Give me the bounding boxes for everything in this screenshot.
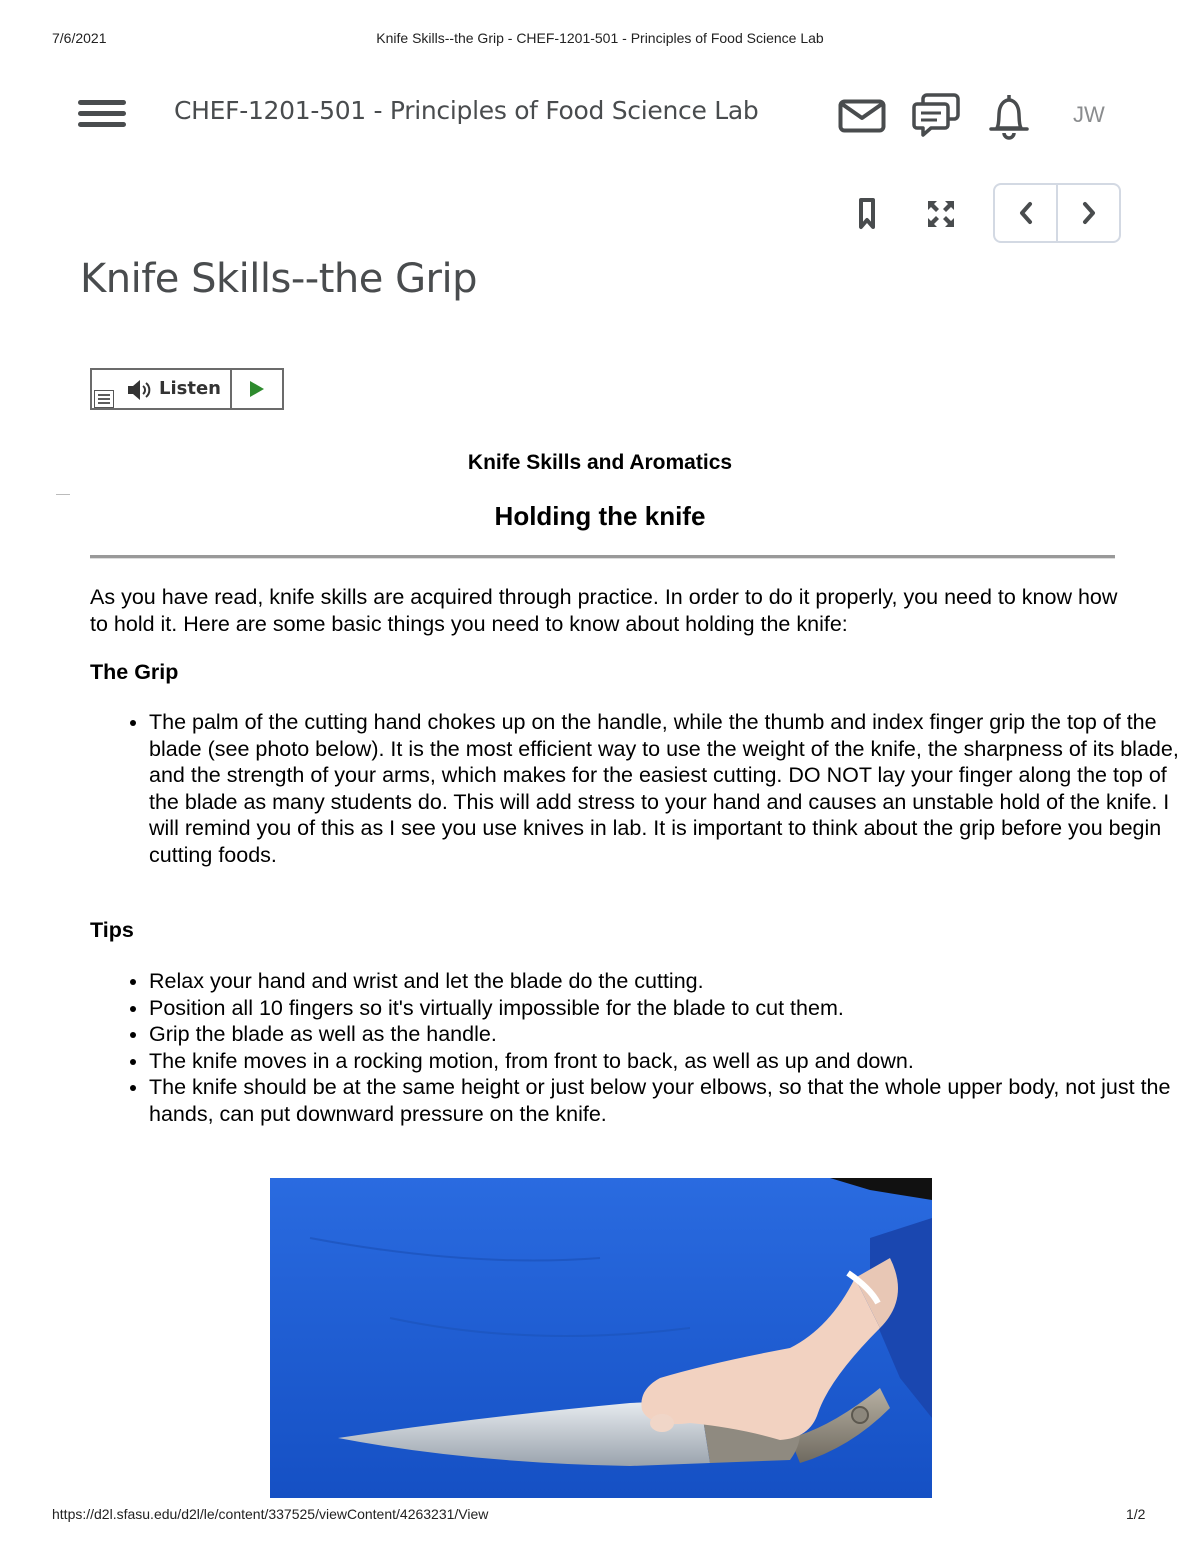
listen-widget xyxy=(90,368,284,410)
knife-grip-photo xyxy=(270,1178,932,1498)
grip-heading: The Grip xyxy=(90,660,179,684)
list-item: • Grip the blade as well as the handle. xyxy=(149,1021,1179,1048)
list-item: • The palm of the cutting hand chokes up on the handle, while the thumb and index finger grip the top of the blade (see photo below). It is the most efficient way to use the weight of the knife, the sharpness of its blade, and the strength of your arms, which makes for the easiest cutting. DO NOT lay your finger along the top of the blade as many students do. This will add stress to your hand and causes an unstable hold of the knife. I will remind you of this as I see you use knives in lab. It is important to think about the grip before you begin cutting foods. xyxy=(149,709,1179,868)
next-topic-button[interactable] xyxy=(1056,185,1119,241)
speaker-icon xyxy=(126,379,154,401)
menu-icon[interactable] xyxy=(78,100,126,132)
chevron-right-icon xyxy=(1081,201,1097,225)
print-url: https://d2l.sfasu.edu/d2l/le/content/337525/viewContent/4263231/View xyxy=(52,1506,489,1522)
tips-list xyxy=(90,968,1179,1127)
list-item: • Relax your hand and wrist and let the blade do the cutting. xyxy=(149,968,1179,995)
previous-topic-button[interactable] xyxy=(995,185,1056,241)
intro-paragraph: As you have read, knife skills are acquired through practice. In order to do it properly, you need to know how to hold it. Here are some basic things you need to know about holding the knife: xyxy=(90,585,1118,636)
list-item: • The knife should be at the same height or just below your elbows, so that the whole upper body, not just the hands, can put downward pressure on the knife. xyxy=(149,1074,1179,1127)
bookmark-icon[interactable] xyxy=(858,198,876,235)
tips-heading: Tips xyxy=(90,918,134,942)
mail-icon[interactable] xyxy=(838,99,886,138)
topic-navigation xyxy=(993,183,1121,243)
user-avatar-initials[interactable]: JW xyxy=(1073,102,1105,127)
print-page-title: Knife Skills--the Grip - CHEF-1201-501 - Principles of Food Science Lab xyxy=(376,30,824,46)
listen-button[interactable] xyxy=(92,370,232,408)
play-icon xyxy=(249,380,265,398)
grip-list xyxy=(90,709,1179,868)
print-date: 7/6/2021 xyxy=(52,30,107,46)
horizontal-rule xyxy=(90,555,1115,559)
list-item: • Position all 10 fingers so it's virtually impossible for the blade to cut them. xyxy=(149,995,1179,1022)
bell-icon[interactable] xyxy=(987,92,1031,145)
course-title[interactable]: CHEF-1201-501 - Principles of Food Science Lab xyxy=(174,96,759,125)
page-title: Knife Skills--the Grip xyxy=(80,256,478,302)
chevron-left-icon xyxy=(1018,201,1034,225)
listen-label: Listen xyxy=(159,378,221,399)
fullscreen-icon[interactable] xyxy=(926,199,956,234)
print-page-number: 1/2 xyxy=(1126,1506,1146,1522)
content-subtitle: Knife Skills and Aromatics xyxy=(467,451,733,474)
text-menu-icon[interactable] xyxy=(94,390,114,408)
chat-icon[interactable] xyxy=(911,92,961,143)
divider-mark xyxy=(56,494,70,495)
list-item: • The knife moves in a rocking motion, from front to back, as well as up and down. xyxy=(149,1048,1179,1075)
content-heading: Holding the knife xyxy=(494,501,706,531)
play-button[interactable] xyxy=(232,370,282,408)
